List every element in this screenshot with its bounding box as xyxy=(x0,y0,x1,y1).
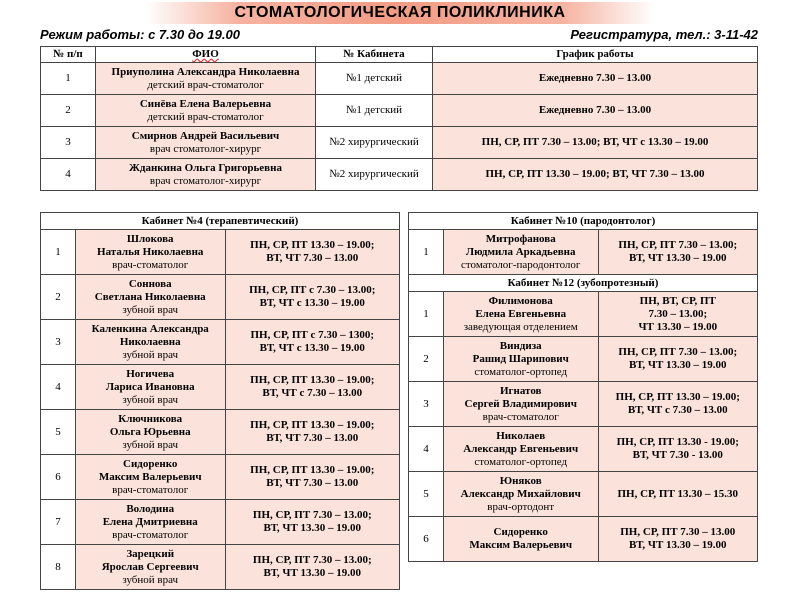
schedule-line: ВТ, ЧТ 13.30 – 19.00 xyxy=(263,522,362,534)
doctor-role: зубной врач xyxy=(122,393,179,406)
doctor-given-name: Ольга Юрьевна xyxy=(109,425,191,438)
schedule-line: ПН, СР, ПТ 13.30 - 19.00; xyxy=(616,436,739,448)
schedule-line: ВТ, ЧТ 13.30 – 19.00 xyxy=(628,539,727,551)
doctor-given-name: Николаевна xyxy=(119,335,181,348)
schedule-line: ВТ, ЧТ 13.30 – 19.00 xyxy=(263,567,362,579)
doctor-cell xyxy=(443,292,598,337)
schedule-line: ВТ, ЧТ с 13.30 – 19.00 xyxy=(259,297,365,309)
schedule-line: ПН, СР, ПТ 13.30 – 19.00; xyxy=(250,419,375,431)
doctor-role: стоматолог-пародонтолог xyxy=(460,258,581,271)
schedule-line: ПН, СР, ПТ 7.30 – 13.00; xyxy=(252,554,372,566)
doctor-cell xyxy=(96,63,316,95)
doctor-surname: Сидоренко xyxy=(123,457,178,470)
working-hours: Режим работы: с 7.30 до 19.00 xyxy=(40,27,240,42)
schedule-cell xyxy=(225,410,399,455)
cabinet10-12-table xyxy=(408,212,758,562)
table-row xyxy=(41,455,400,500)
col-number: № п/п xyxy=(41,47,96,63)
schedule-line: ПН, СР, ПТ 7.30 – 13.00 xyxy=(620,526,736,538)
doctor-surname: Володина xyxy=(126,502,175,515)
doctor-surname: Юняков xyxy=(499,474,542,487)
schedule-line: ВТ, ЧТ 13.30 – 19.00 xyxy=(628,252,727,264)
schedule-cell xyxy=(598,382,757,427)
doctor-role: зубной врач xyxy=(122,303,179,316)
cabinet4-table xyxy=(40,212,400,590)
doctor-role: зубной врач xyxy=(122,438,179,451)
doctor-given-name: Рашид Шарипович xyxy=(472,352,569,365)
doctor-given-name: Елена Дмитриевна xyxy=(102,515,198,528)
schedule-line: ПН, СР, ПТ 13.30 – 15.30 xyxy=(617,487,739,500)
doctor-cell xyxy=(75,275,225,320)
doctor-cell xyxy=(96,95,316,127)
table-row xyxy=(409,230,758,275)
doctor-role: врач стоматолог-хирург xyxy=(149,142,262,155)
row-number: 5 xyxy=(409,472,444,517)
table-row xyxy=(41,63,758,95)
row-number: 1 xyxy=(409,292,444,337)
main-schedule-table xyxy=(40,46,758,191)
registry-phone: Регистратура, тел.: 3-11-42 xyxy=(570,27,758,42)
row-number: 4 xyxy=(41,365,76,410)
row-number: 3 xyxy=(41,127,96,159)
doctor-cell xyxy=(443,517,598,562)
page-title: СТОМАТОЛОГИЧЕСКАЯ ПОЛИКЛИНИКА xyxy=(145,2,655,24)
schedule-line: ПН, СР, ПТ с 7.30 – 13.00; xyxy=(249,284,376,296)
schedule-cell xyxy=(598,230,757,275)
table-header-row xyxy=(41,47,758,63)
doctor-role: зубной врач xyxy=(122,573,179,586)
schedule-cell xyxy=(225,365,399,410)
doctor-role: стоматолог-ортопед xyxy=(474,455,568,468)
schedule-line: ПН, ВТ, СР, ПТ xyxy=(639,294,716,307)
schedule-cell: Ежедневно 7.30 – 13.00 xyxy=(433,63,758,95)
table-row xyxy=(41,545,400,590)
cabinet12-title: Кабинет №12 (зубопротезный) xyxy=(409,275,758,292)
schedule-line: ПН, СР, ПТ 7.30 – 13.00; xyxy=(618,239,738,251)
schedule-cell: Ежедневно 7.30 – 13.00 xyxy=(433,95,758,127)
doctor-given-name: Александр Евгеньевич xyxy=(463,442,579,455)
cabinet-header-row xyxy=(409,213,758,230)
schedule-line: ВТ, ЧТ с 7.30 – 13.00 xyxy=(262,387,363,399)
schedule-cell: ПН, СР, ПТ 13.30 – 19.00; ВТ, ЧТ 7.30 – 13.00 xyxy=(433,159,758,191)
cabinet-header-row xyxy=(409,275,758,292)
doctor-surname: Ногичева xyxy=(126,367,175,380)
schedule-cell xyxy=(598,427,757,472)
row-number: 6 xyxy=(41,455,76,500)
cabinet-cell: №1 детский xyxy=(316,95,433,127)
col-name: ФИО xyxy=(96,47,316,63)
col-cabinet: № Кабинета xyxy=(316,47,433,63)
doctor-surname: Виндиза xyxy=(499,339,542,352)
row-number: 4 xyxy=(409,427,444,472)
row-number: 8 xyxy=(41,545,76,590)
doctor-surname: Зарецкий xyxy=(126,547,175,560)
doctor-given-name: Ярослав Сергеевич xyxy=(101,560,199,573)
doctor-cell xyxy=(443,337,598,382)
doctor-cell xyxy=(75,230,225,275)
doctor-cell xyxy=(96,127,316,159)
schedule-line: ЧТ 13.30 – 19.00 xyxy=(638,320,718,333)
doctor-role: стоматолог-ортопед xyxy=(474,365,568,378)
schedule-line: 7.30 – 13.00; xyxy=(648,307,708,320)
table-row xyxy=(41,159,758,191)
table-row xyxy=(41,320,400,365)
doctor-role: детский врач-стоматолог xyxy=(147,78,264,91)
doctor-role: врач-стоматолог xyxy=(112,483,189,496)
table-row xyxy=(409,517,758,562)
doctor-role: врач стоматолог-хирург xyxy=(149,174,262,187)
schedule-line: ВТ, ЧТ 7.30 - 13.00 xyxy=(632,449,723,461)
row-number: 5 xyxy=(41,410,76,455)
schedule-line: ВТ, ЧТ 13.30 – 19.00 xyxy=(628,359,727,371)
row-number: 1 xyxy=(41,63,96,95)
schedule-cell xyxy=(225,500,399,545)
doctor-name: Приуполина Александра Николаевна xyxy=(111,65,300,78)
schedule-cell xyxy=(598,337,757,382)
row-number: 2 xyxy=(41,275,76,320)
doctor-cell xyxy=(96,159,316,191)
doctor-cell xyxy=(443,472,598,517)
doctor-given-name: Сергей Владимирович xyxy=(464,397,577,410)
table-row xyxy=(409,292,758,337)
doctor-cell xyxy=(75,545,225,590)
doctor-cell xyxy=(75,410,225,455)
doctor-surname: Игнатов xyxy=(499,384,542,397)
schedule-cell xyxy=(225,455,399,500)
doctor-cell xyxy=(443,230,598,275)
cabinet-cell: №2 хирургический xyxy=(316,159,433,191)
table-row xyxy=(409,427,758,472)
schedule-line: ПН, СР, ПТ 13.30 – 19.00; xyxy=(250,239,375,251)
table-row xyxy=(41,365,400,410)
col-schedule: График работы xyxy=(433,47,758,63)
doctor-given-name: Наталья Николаевна xyxy=(97,245,204,258)
row-number: 1 xyxy=(41,230,76,275)
row-number: 1 xyxy=(409,230,444,275)
doctor-cell xyxy=(75,455,225,500)
table-row xyxy=(41,500,400,545)
row-number: 6 xyxy=(409,517,444,562)
row-number: 2 xyxy=(409,337,444,382)
doctor-cell xyxy=(75,500,225,545)
doctor-given-name: Елена Евгеньевна xyxy=(475,307,567,320)
doctor-given-name: Светлана Николаевна xyxy=(94,290,206,303)
row-number: 3 xyxy=(41,320,76,365)
schedule-line: ПН, СР, ПТ с 7.30 – 1300; xyxy=(250,329,375,341)
table-row xyxy=(409,472,758,517)
schedule-line: ПН, СР, ПТ 13.30 – 19.00; xyxy=(250,374,375,386)
doctor-cell xyxy=(443,427,598,472)
doctor-given-name: Людмила Аркадьевна xyxy=(465,245,576,258)
schedule-line: ВТ, ЧТ с 13.30 – 19.00 xyxy=(259,342,365,354)
doctor-surname: Соннова xyxy=(128,277,172,290)
schedule-cell xyxy=(225,545,399,590)
doctor-role: врач-стоматолог xyxy=(112,528,189,541)
schedule-line: ПН, СР, ПТ 13.30 – 19.00; xyxy=(615,391,740,403)
doctor-surname: Николаев xyxy=(496,429,546,442)
schedule-line: ПН, СР, ПТ 7.30 – 13.00; xyxy=(252,509,372,521)
doctor-surname: Филимонова xyxy=(488,294,553,307)
schedule-line: ПН, СР, ПТ 7.30 – 13.00; xyxy=(618,346,738,358)
table-row xyxy=(409,337,758,382)
schedule-line: ВТ, ЧТ 7.30 – 13.00 xyxy=(266,432,359,444)
doctor-name: Жданкина Ольга Григорьевна xyxy=(129,161,282,174)
cabinet-cell: №2 хирургический xyxy=(316,127,433,159)
doctor-surname: Митрофанова xyxy=(485,232,556,245)
schedule-cell: ПН, СР, ПТ 7.30 – 13.00; ВТ, ЧТ с 13.30 – 19.00 xyxy=(433,127,758,159)
schedule-cell xyxy=(225,275,399,320)
doctor-role: врач-стоматолог xyxy=(482,410,559,423)
doctor-cell xyxy=(75,320,225,365)
row-number: 3 xyxy=(409,382,444,427)
schedule-cell xyxy=(598,472,757,517)
doctor-cell xyxy=(443,382,598,427)
table-row xyxy=(41,127,758,159)
doctor-role: врач-ортодонт xyxy=(487,500,555,513)
schedule-line: ВТ, ЧТ 7.30 – 13.00 xyxy=(266,252,359,264)
cabinet-cell: №1 детский xyxy=(316,63,433,95)
doctor-surname: Шлокова xyxy=(126,232,174,245)
row-number: 2 xyxy=(41,95,96,127)
schedule-cell xyxy=(225,320,399,365)
doctor-given-name: Александр Михайлович xyxy=(460,487,581,500)
schedule-line: ПН, СР, ПТ 13.30 – 19.00; xyxy=(250,464,375,476)
doctor-name: Смирнов Андрей Васильевич xyxy=(131,129,280,142)
doctor-role: врач-стоматолог xyxy=(112,258,189,271)
doctor-given-name: Лариса Ивановна xyxy=(105,380,195,393)
table-row xyxy=(409,382,758,427)
doctor-role: зубной врач xyxy=(122,348,179,361)
doctor-surname: Каленкина Александра xyxy=(91,322,209,335)
schedule-line: ВТ, ЧТ с 7.30 – 13.00 xyxy=(627,404,728,416)
schedule-cell xyxy=(225,230,399,275)
schedule-line: ВТ, ЧТ 7.30 – 13.00 xyxy=(266,477,359,489)
table-row xyxy=(41,410,400,455)
table-row xyxy=(41,275,400,320)
doctor-role: заведующая отделением xyxy=(463,320,578,333)
schedule-cell xyxy=(598,517,757,562)
row-number: 4 xyxy=(41,159,96,191)
doctor-cell xyxy=(75,365,225,410)
doctor-name: Синёва Елена Валерьевна xyxy=(139,97,272,110)
doctor-role: детский врач-стоматолог xyxy=(147,110,264,123)
schedule-cell xyxy=(598,292,757,337)
cabinet4-title: Кабинет №4 (терапевтический) xyxy=(41,213,400,230)
row-number: 7 xyxy=(41,500,76,545)
doctor-surname: Ключникова xyxy=(118,412,183,425)
doctor-given-name: Максим Валерьевич xyxy=(98,470,202,483)
table-row xyxy=(41,230,400,275)
table-row xyxy=(41,95,758,127)
doctor-surname: Сидоренко xyxy=(493,526,548,538)
doctor-given-name: Максим Валерьевич xyxy=(469,539,573,551)
cabinet10-title: Кабинет №10 (пародонтолог) xyxy=(409,213,758,230)
